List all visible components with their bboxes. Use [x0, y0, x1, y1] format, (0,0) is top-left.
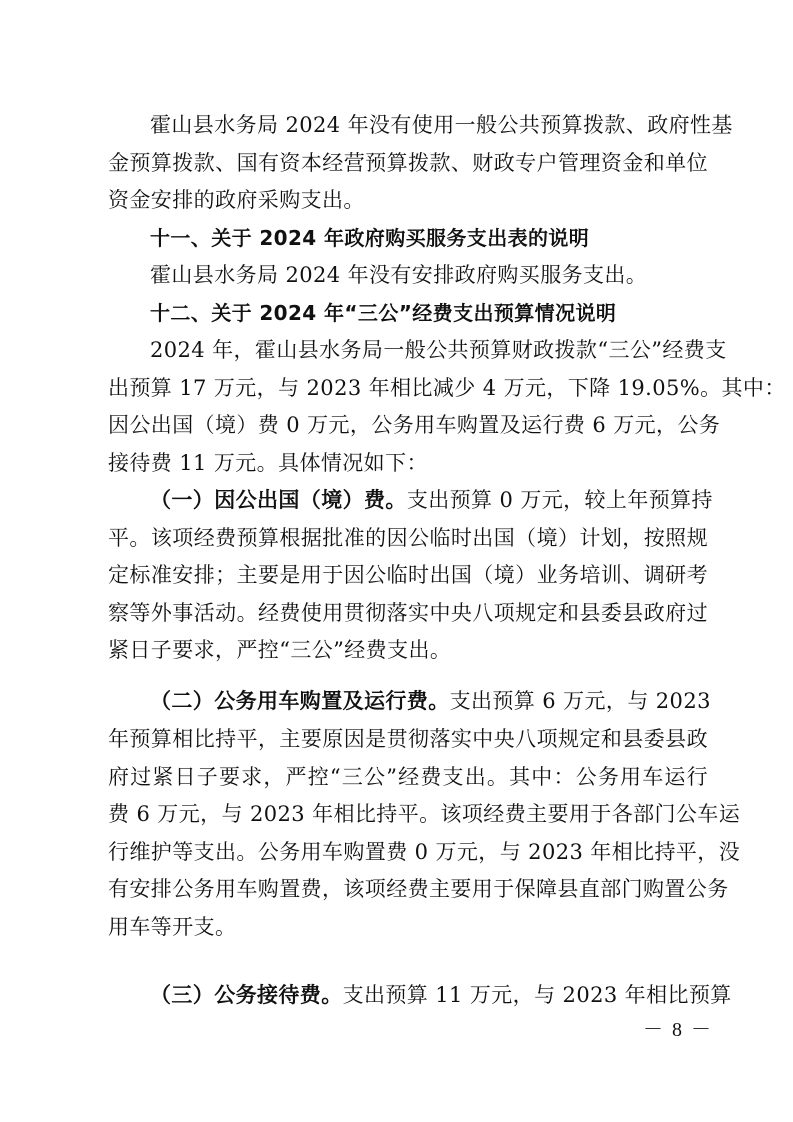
item-3-first-rest: 支出预算 11 万元，与 2023 年相比预算 [342, 983, 732, 1007]
item-1-line: 紧日子要求，严控“三公”经费支出。 [108, 638, 452, 662]
paragraph-line: 资金安排的政府采购支出。 [108, 188, 365, 212]
intro-line: 接待费 11 万元。具体情况如下： [108, 451, 428, 475]
item-2-line: 费 6 万元，与 2023 年相比持平。该项经费主要用于各部门公车运 [108, 802, 741, 826]
section-11-body: 霍山县水务局 2024 年没有安排政府购买服务支出。 [150, 263, 648, 287]
item-1-line: 定标准安排；主要是用于因公临时出国（境）业务培训、调研考 [108, 563, 708, 587]
section-heading-12: 十二、关于 2024 年“三公”经费支出预算情况说明 [150, 301, 617, 325]
intro-line: 因公出国（境）费 0 万元，公务用车购置及运行费 6 万元，公务 [108, 413, 721, 437]
item-2-title: （二）公务用车购置及运行费。 [150, 689, 450, 713]
item-1-line: 察等外事活动。经费使用贯彻落实中央八项规定和县委县政府过 [108, 601, 708, 625]
item-1-first-rest: 支出预算 0 万元，较上年预算持 [406, 488, 713, 512]
paragraph-line: 霍山县水务局 2024 年没有使用一般公共预算拨款、政府性基 [150, 113, 733, 137]
item-2-first-rest: 支出预算 6 万元，与 2023 [449, 689, 711, 713]
item-2-line: 府过紧日子要求，严控“三公”经费支出。其中：公务用车运行 [108, 765, 708, 789]
item-2-line: 行维护等支出。公务用车购置费 0 万元，与 2023 年相比持平，没 [108, 840, 741, 864]
intro-line: 出预算 17 万元，与 2023 年相比减少 4 万元，下降 19.05%。其中： [108, 376, 786, 400]
paragraph-line: 金预算拨款、国有资本经营预算拨款、财政专户管理资金和单位 [108, 151, 708, 175]
section-heading-11: 十一、关于 2024 年政府购买服务支出表的说明 [150, 226, 590, 250]
item-2-first-line [150, 684, 710, 718]
intro-line: 2024 年，霍山县水务局一般公共预算财政拨款“三公”经费支 [150, 338, 727, 362]
item-1-line: 平。该项经费预算根据批准的因公临时出国（境）计划，按照规 [108, 526, 708, 550]
item-1-title: （一）因公出国（境）费。 [150, 488, 407, 512]
item-2-line: 年预算相比持平，主要原因是贯彻落实中央八项规定和县委县政 [108, 727, 708, 751]
item-2-line: 有安排公务用车购置费，该项经费主要用于保障县直部门购置公务 [108, 877, 729, 901]
page-number: － 8 － [643, 1019, 713, 1041]
item-1-first-line [150, 483, 713, 517]
item-2-line: 用车等开支。 [108, 915, 237, 939]
item-3-first-line [150, 978, 732, 1012]
item-3-title: （三）公务接待费。 [150, 983, 343, 1007]
